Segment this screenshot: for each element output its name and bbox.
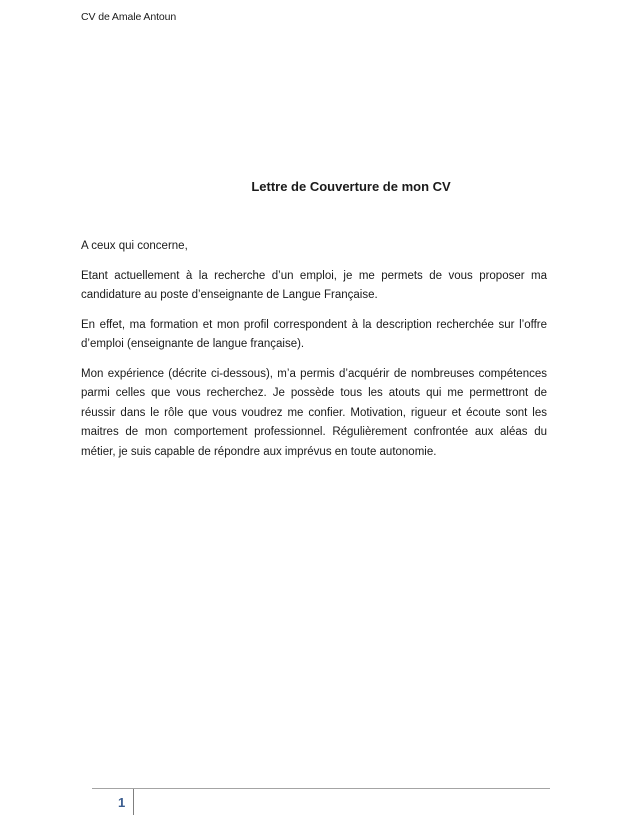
paragraph-experience: Mon expérience (décrite ci-dessous), m’a permis d’acquérir de nombreuses compétences parmi celles que vous recherchez. Je possède tous les atouts qui me permettront de réussir dans le rôle que vous voudrez me confier. Motivation, rigueur et écoute sont les maitres de mon comportement professionnel. Régulièrement confrontée aux aléas du métier, je suis capable de répondre aux imprévus en toute autonomie. — [81, 367, 547, 458]
letter-title: Lettre de Couverture de mon CV — [251, 179, 451, 194]
letter-body — [81, 237, 547, 472]
page-number: 1 — [118, 795, 126, 810]
salutation: A ceux qui concerne, — [81, 240, 188, 252]
letter-title-container — [0, 179, 638, 194]
page-number-divider — [133, 789, 134, 815]
paragraph-intro: Etant actuellement à la recherche d’un emploi, je me permets de vous proposer ma candidature au poste d’enseignante de Langue Française. — [81, 269, 547, 301]
footer-rule — [92, 788, 550, 789]
paragraph-profile: En effet, ma formation et mon profil correspondent à la description recherchée sur l’offre d’emploi (enseignante de langue française). — [81, 318, 547, 350]
page-header: CV de Amale Antoun — [81, 11, 177, 23]
